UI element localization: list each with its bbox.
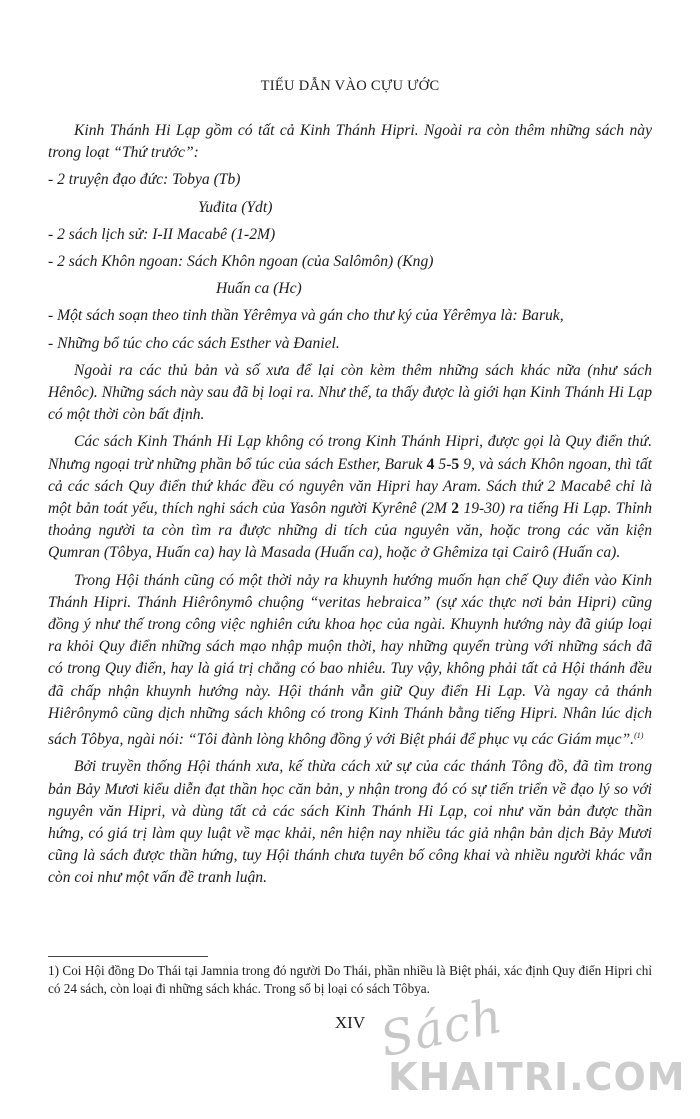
watermark-script: Sách [375, 987, 508, 1069]
paragraph-2: Ngoài ra các thủ bản và số xưa để lại còn kèm thêm những sách khác nữa (như sách Hênôc). Những sách này sau đã bị loại ra. Như thế, ta thấy được là giới hạn Kinh Thánh Hi Lạp có một thời còn bất định. [48, 361, 652, 424]
list-item: Yuđita (Ydt) [198, 198, 273, 216]
paragraph-4-text: Trong Hội thánh cũng có một thời nảy ra khuynh hướng muốn hạn chế Quy điển vào Kinh Thánh Hipri. Thánh Hiêrônymô chuộng “veritas hebraica” (sự xác thực nơi bản Hipri) cũng đồng ý như thế trong công việc nghiên cứu khoa học của ngài. Khuynh hướng này đã giúp loại ra khỏi Quy điển những sách mạo nhập muộn thời, hay những quyển trùng với những sách đã có trong Quy điển, hay là giá trị chẳng có bao nhiêu. Tuy vậy, không phải tất cả Hội thánh đều đã chấp nhận khuynh hướng này. Hội thánh vẫn giữ Quy điển Hi Lạp. Và ngay cả thánh Hiêrônymô cũng dịch những sách không có trong Kinh Thánh bằng tiếng Hipri. Nhân lúc dịch sách Tôbya, ngài nói: “Tôi đành lòng không đồng ý với Biệt phái để phục vụ các Giám mục”. [48, 571, 652, 749]
list-item: - 2 sách lịch sử: I-II Macabê (1-2M) [48, 225, 276, 243]
paragraph-3-text: Các sách Kinh Thánh Hi Lạp không có trong Kinh Thánh Hipri, được gọi là Quy điển thứ. Nhưng ngoại trừ những phần bổ túc của sách Esther, Baruk [48, 433, 652, 473]
chapter-heading: TIẾU DẪN VÀO CỰU ƯỚC [260, 78, 440, 94]
paragraph-1: Kinh Thánh Hi Lạp gồm có tất cả Kinh Thánh Hipri. Ngoài ra còn thêm những sách này trong loạt “Thứ trước”: [48, 122, 652, 162]
paragraph-3-text: 9, và sách Khôn ngoan, thì tất cả các sách Quy điển thứ khác đều có nguyên văn Hipri hay Aram. Sách thứ 2 Macabê chỉ là một bản toát yếu, thích nghi sách của Yasôn người Kyrênê (2M [48, 455, 652, 518]
list-item: - Một sách soạn theo tinh thần Yêrêmya và gán cho thư ký của Yêrêmya là: Baruk, [48, 307, 564, 325]
paragraph-5: Bởi truyền thống Hội thánh xưa, kế thừa cách xử sự của các thánh Tông đồ, đã tìm trong bản Bảy Mươi kiểu diễn đạt thần học căn bản, y nhận trong đó có sự tiến triển về đạo lý so với nguyên văn Hipri, và dùng tất cả các sách Kinh Thánh Hi Lạp, coi như văn bản được thần hứng, có giá trị làm quy luật về mạc khải, nên hiện nay nhiều tác giả nhận bản dịch Bảy Mươi cũng là sách được thần hứng, tuy Hội thánh chưa tuyên bố công khai và nhiều người khác vẫn còn coi như một vấn đề tranh luận. [48, 758, 652, 887]
list-item: - 2 sách Khôn ngoan: Sách Khôn ngoan (của Salômôn) (Kng) [48, 253, 434, 271]
list-item: - 2 truyện đạo đức: Tobya (Tb) [48, 171, 241, 189]
paragraph-3-text: 19-30) ra tiếng Hi Lạp. Thỉnh thoảng người ta còn tìm ra được những di tích của nguyên văn, hoặc trong các văn kiện Qumran (Tôbya, Huấn ca) hay là Masada (Huấn ca), hoặc ở Ghêmiza tại Cairô (Huấn ca). [48, 500, 652, 562]
paragraph-4 [48, 570, 652, 752]
chapter-number: 5 [451, 455, 460, 473]
footnote-marker: (1) [634, 731, 644, 741]
list-item: - Những bổ túc cho các sách Esther và Đaniel. [48, 334, 340, 352]
chapter-number: 4 [426, 455, 435, 473]
paragraph-3 [48, 431, 652, 564]
list-item: Huấn ca (Hc) [216, 280, 302, 298]
footnote-divider [48, 956, 208, 957]
footnote: 1) Coi Hội đồng Do Thái tại Jamnia trong đó người Do Thái, phần nhiều là Biệt phái, xác định Quy điển Hipri chỉ có 24 sách, còn loại đi những sách khác. Trong số bị loại có sách Tôbya. [48, 963, 652, 996]
watermark-brand: KHAITRI.COM [388, 1055, 686, 1099]
page-number: XIV [334, 1013, 366, 1032]
chapter-number: 2 [451, 500, 460, 518]
paragraph-3-text: 5- [434, 455, 452, 473]
body-text [48, 120, 652, 895]
watermark-logo [375, 987, 700, 1119]
